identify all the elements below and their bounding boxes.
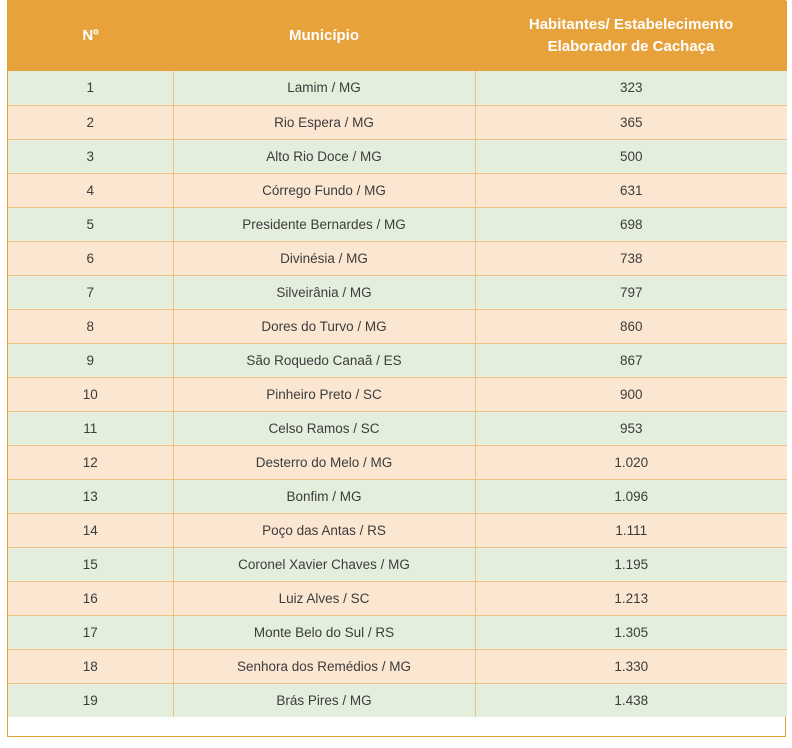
header-ratio: [475, 1, 787, 71]
cell-number: 18: [8, 649, 173, 683]
cell-municipality: Rio Espera / MG: [173, 105, 475, 139]
table-row: [8, 377, 787, 411]
cell-municipality: Bonfim / MG: [173, 479, 475, 513]
cell-number: 15: [8, 547, 173, 581]
table-row: [8, 581, 787, 615]
header-ratio-line1: Habitantes/ Estabelecimento: [528, 16, 734, 33]
cell-municipality: Pinheiro Preto / SC: [173, 377, 475, 411]
table-row: [8, 649, 787, 683]
cell-number: 7: [8, 275, 173, 309]
table-row: [8, 445, 787, 479]
cell-number: 10: [8, 377, 173, 411]
table-row: [8, 411, 787, 445]
cell-ratio: 797: [475, 275, 787, 309]
table-row: [8, 683, 787, 717]
cell-municipality: Brás Pires / MG: [173, 683, 475, 717]
table-row: [8, 173, 787, 207]
table-row: [8, 479, 787, 513]
cell-municipality: Silveirânia / MG: [173, 275, 475, 309]
table-body: [8, 71, 787, 717]
cell-municipality: Dores do Turvo / MG: [173, 309, 475, 343]
table-row: [8, 513, 787, 547]
cell-ratio: 365: [475, 105, 787, 139]
cell-municipality: Alto Rio Doce / MG: [173, 139, 475, 173]
cell-number: 9: [8, 343, 173, 377]
cell-ratio: 1.096: [475, 479, 787, 513]
cell-number: 13: [8, 479, 173, 513]
cell-ratio: 860: [475, 309, 787, 343]
cell-municipality: Lamim / MG: [173, 71, 475, 105]
cell-ratio: 631: [475, 173, 787, 207]
cell-number: 2: [8, 105, 173, 139]
table-row: [8, 241, 787, 275]
table-header: [8, 1, 787, 71]
municipality-table: [7, 0, 786, 737]
header-number: Nº: [8, 1, 173, 71]
cell-number: 6: [8, 241, 173, 275]
cell-ratio: 698: [475, 207, 787, 241]
cell-municipality: Celso Ramos / SC: [173, 411, 475, 445]
cell-number: 5: [8, 207, 173, 241]
cell-ratio: 1.213: [475, 581, 787, 615]
cell-number: 19: [8, 683, 173, 717]
cell-number: 12: [8, 445, 173, 479]
cell-municipality: Presidente Bernardes / MG: [173, 207, 475, 241]
table-row: [8, 207, 787, 241]
table-row: [8, 139, 787, 173]
cell-ratio: 1.330: [475, 649, 787, 683]
cell-municipality: Coronel Xavier Chaves / MG: [173, 547, 475, 581]
table-row: [8, 547, 787, 581]
table-row: [8, 275, 787, 309]
cell-municipality: Monte Belo do Sul / RS: [173, 615, 475, 649]
cell-ratio: 1.195: [475, 547, 787, 581]
table-row: [8, 309, 787, 343]
table-row: [8, 343, 787, 377]
cell-municipality: Desterro do Melo / MG: [173, 445, 475, 479]
cell-municipality: São Roquedo Canaã / ES: [173, 343, 475, 377]
cell-municipality: Senhora dos Remédios / MG: [173, 649, 475, 683]
cell-number: 16: [8, 581, 173, 615]
cell-ratio: 953: [475, 411, 787, 445]
cell-number: 3: [8, 139, 173, 173]
table-row: [8, 71, 787, 105]
table-row: [8, 105, 787, 139]
cell-number: 1: [8, 71, 173, 105]
data-table: [8, 1, 787, 717]
cell-ratio: 1.111: [475, 513, 787, 547]
cell-ratio: 500: [475, 139, 787, 173]
cell-municipality: Luiz Alves / SC: [173, 581, 475, 615]
cell-ratio: 1.305: [475, 615, 787, 649]
cell-number: 14: [8, 513, 173, 547]
header-ratio-line2: Elaborador de Cachaça: [547, 38, 715, 55]
header-row: [8, 1, 787, 71]
cell-municipality: Divinésia / MG: [173, 241, 475, 275]
cell-number: 8: [8, 309, 173, 343]
cell-number: 11: [8, 411, 173, 445]
cell-ratio: 1.020: [475, 445, 787, 479]
cell-ratio: 900: [475, 377, 787, 411]
cell-ratio: 867: [475, 343, 787, 377]
table-row: [8, 615, 787, 649]
cell-ratio: 1.438: [475, 683, 787, 717]
cell-municipality: Poço das Antas / RS: [173, 513, 475, 547]
cell-number: 4: [8, 173, 173, 207]
header-municipality: Município: [173, 1, 475, 71]
cell-ratio: 323: [475, 71, 787, 105]
cell-number: 17: [8, 615, 173, 649]
cell-municipality: Córrego Fundo / MG: [173, 173, 475, 207]
cell-ratio: 738: [475, 241, 787, 275]
